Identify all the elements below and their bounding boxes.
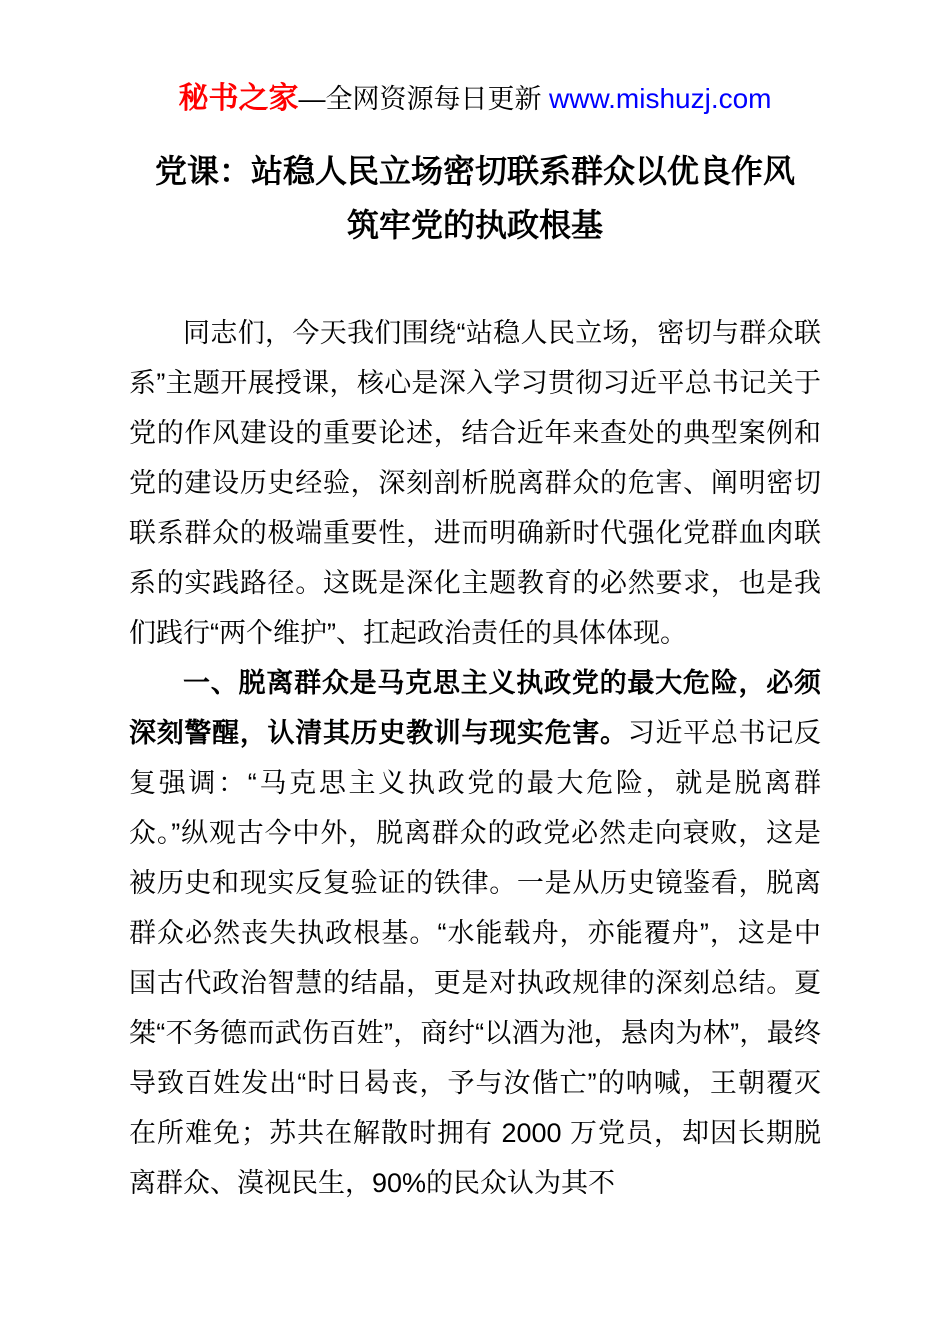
title-line-1: 党课：站稳人民立场密切联系群众以优良作风 bbox=[154, 153, 795, 189]
header-dash: — bbox=[298, 84, 326, 114]
site-url-link[interactable]: www.mishuzj.com bbox=[549, 83, 772, 114]
paragraph-intro-text: 同志们，今天我们围绕“站稳人民立场，密切与群众联系”主题开展授课，核心是深入学习贯彻习近平总书记关于党的作风建设的重要论述，结合近年来查处的典型案例和党的建设历史经验，深刻剖析脱离群众的危害、阐明密切联系群众的极端重要性，进而明确新时代强化党群血肉联系的实践路径。这既是深化主题教育的必然要求，也是我们践行“两个维护”、扛起政治责任的具体体现。 bbox=[129, 318, 821, 648]
document-title bbox=[125, 144, 825, 252]
paragraph-section-1 bbox=[129, 658, 821, 1208]
section-1-text: 习近平总书记反复强调：“马克思主义执政党的最大危险，就是脱离群众。”纵观古今中外，脱离群众的政党必然走向衰败，这是被历史和现实反复验证的铁律。一是从历史镜鉴看，脱离群众必然丧失执政根基。“水能载舟，亦能覆舟”，这是中国古代政治智慧的结晶，更是对执政规律的深刻总结。夏桀“不务德而武伤百姓”，商纣“以酒为池，悬肉为林”，最终导致百姓发出“时日曷丧，予与汝偕亡”的呐喊，王朝覆灭在所难免；苏共在解散时拥有 2000 万党员，却因长期脱离群众、漠视民生，90%的民众认为其不 bbox=[129, 718, 821, 1198]
paragraph-intro bbox=[129, 308, 821, 658]
site-header bbox=[0, 0, 950, 118]
section-1-heading: 一、脱离群众是马克思主义执政党的最大危险，必须深刻警醒，认清其历史教训与现实危害。 bbox=[129, 668, 821, 748]
header-tagline: 全网资源每日更新 bbox=[325, 84, 550, 114]
document-body bbox=[129, 308, 821, 1208]
site-name: 秘书之家 bbox=[178, 82, 299, 115]
title-line-2: 筑牢党的执政根基 bbox=[346, 207, 603, 243]
